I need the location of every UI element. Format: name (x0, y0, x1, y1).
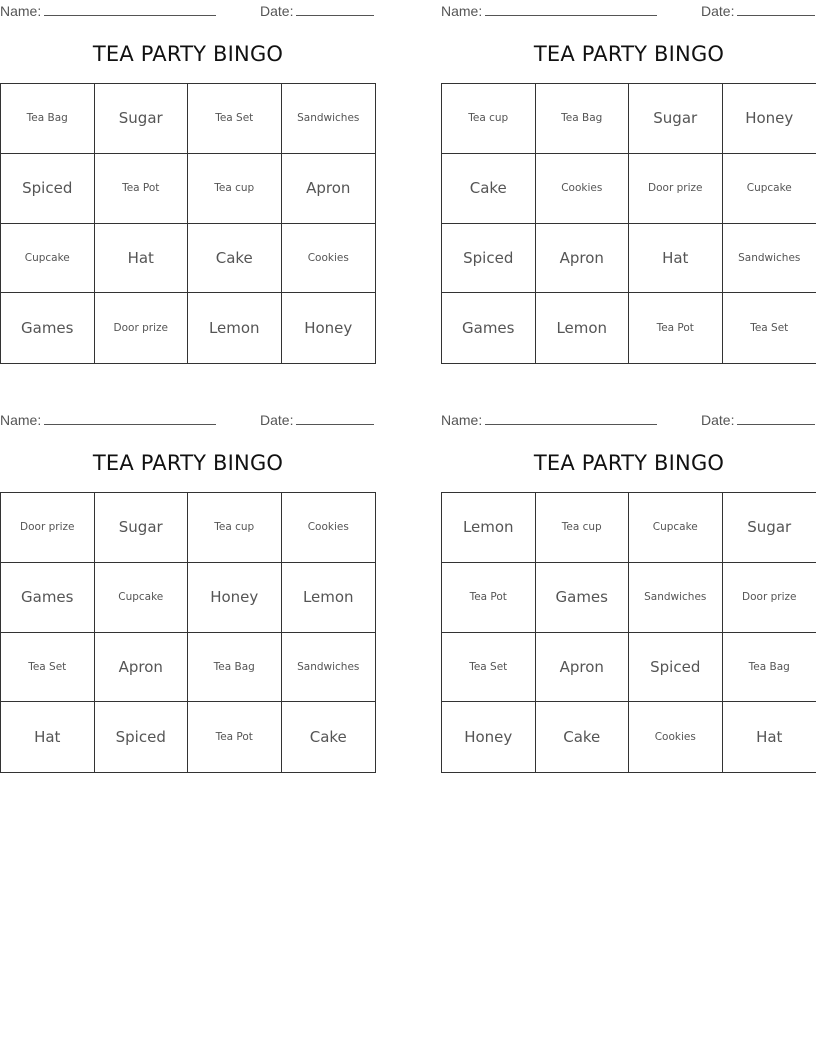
bingo-cell: Door prize (723, 563, 816, 633)
name-field (441, 412, 657, 428)
bingo-cell: Spiced (95, 702, 189, 772)
bingo-cell: Tea Bag (536, 84, 630, 154)
name-label: Name: (0, 3, 42, 19)
name-field (0, 412, 216, 428)
bingo-cell: Cake (536, 702, 630, 772)
name-label: Name: (0, 412, 42, 428)
bingo-cell: Door prize (95, 293, 189, 363)
bingo-cell: Spiced (629, 633, 723, 703)
bingo-cell: Tea Pot (442, 563, 536, 633)
bingo-cell: Sandwiches (629, 563, 723, 633)
name-line (485, 3, 657, 16)
date-line (296, 3, 374, 16)
bingo-grid (441, 83, 816, 364)
bingo-cell: Lemon (442, 493, 536, 563)
date-label: Date: (701, 412, 735, 428)
bingo-cell: Lemon (188, 293, 282, 363)
bingo-cell: Sugar (95, 84, 189, 154)
bingo-cell: Cookies (282, 224, 376, 294)
date-field (260, 3, 374, 19)
bingo-cell: Sandwiches (723, 224, 816, 294)
bingo-cell: Door prize (629, 154, 723, 224)
card-title: TEA PARTY BINGO (533, 451, 725, 475)
bingo-cell: Cupcake (1, 224, 95, 294)
bingo-cell: Tea cup (188, 493, 282, 563)
name-label: Name: (441, 412, 483, 428)
bingo-cell: Hat (95, 224, 189, 294)
bingo-cell: Apron (536, 224, 630, 294)
bingo-cell: Lemon (282, 563, 376, 633)
bingo-cell: Games (442, 293, 536, 363)
bingo-cell: Cake (309, 728, 347, 747)
name-label: Name: (441, 3, 483, 19)
name-line (44, 3, 216, 16)
bingo-cell: Apron (282, 154, 376, 224)
bingo-cell: Apron (95, 633, 189, 703)
bingo-cell: Games (1, 563, 95, 633)
bingo-cell: Tea cup (536, 493, 630, 563)
bingo-cell: Games (536, 563, 630, 633)
bingo-grid (0, 492, 376, 773)
bingo-cell: Tea Set (442, 633, 536, 703)
bingo-cell: Cupcake (629, 493, 723, 563)
bingo-cell: Sugar (723, 493, 816, 563)
bingo-cell: Tea Set (1, 633, 95, 703)
bingo-card (441, 0, 816, 373)
bingo-card (441, 409, 816, 782)
bingo-cell: Honey (723, 84, 816, 154)
bingo-cell: Tea Bag (188, 633, 282, 703)
bingo-cell: Cake (442, 154, 536, 224)
bingo-cell: Cake (188, 224, 282, 294)
bingo-cell: Tea cup (188, 154, 282, 224)
bingo-cell: Hat (756, 728, 783, 747)
name-line (44, 412, 216, 425)
bingo-cell: Door prize (1, 493, 95, 563)
date-line (296, 412, 374, 425)
bingo-cell: Tea Pot (629, 293, 723, 363)
bingo-cell: Honey (442, 702, 536, 772)
bingo-cell: Tea Set (750, 322, 789, 335)
date-field (701, 412, 815, 428)
bingo-cell: Spiced (442, 224, 536, 294)
card-title: TEA PARTY BINGO (92, 42, 284, 66)
name-date-row (441, 412, 816, 428)
bingo-cell: Hat (1, 702, 95, 772)
card-title: TEA PARTY BINGO (533, 42, 725, 66)
bingo-cell: Tea Set (188, 84, 282, 154)
bingo-cell: Cookies (282, 493, 376, 563)
bingo-cell: Tea Pot (188, 702, 282, 772)
bingo-cell: Hat (629, 224, 723, 294)
name-field (441, 3, 657, 19)
card-title: TEA PARTY BINGO (92, 451, 284, 475)
name-date-row (0, 3, 376, 19)
bingo-cell: Cupcake (95, 563, 189, 633)
date-label: Date: (260, 3, 294, 19)
bingo-cell: Apron (536, 633, 630, 703)
date-label: Date: (260, 412, 294, 428)
bingo-cell: Tea Pot (95, 154, 189, 224)
bingo-cell: Honey (188, 563, 282, 633)
name-line (485, 412, 657, 425)
bingo-cell: Sandwiches (282, 633, 376, 703)
bingo-cell: Cookies (629, 702, 723, 772)
bingo-card (0, 409, 376, 782)
bingo-cell: Spiced (1, 154, 95, 224)
date-field (701, 3, 815, 19)
bingo-cell: Cupcake (723, 154, 816, 224)
name-date-row (441, 3, 816, 19)
bingo-cell: Tea Bag (1, 84, 95, 154)
bingo-card (0, 0, 376, 373)
bingo-cell: Honey (304, 319, 353, 338)
bingo-cell: Tea cup (442, 84, 536, 154)
date-line (737, 3, 815, 16)
bingo-cell: Sandwiches (282, 84, 376, 154)
date-field (260, 412, 374, 428)
bingo-grid (441, 492, 816, 773)
name-date-row (0, 412, 376, 428)
date-line (737, 412, 815, 425)
bingo-cell: Sugar (629, 84, 723, 154)
bingo-cell: Sugar (95, 493, 189, 563)
date-label: Date: (701, 3, 735, 19)
bingo-cell: Tea Bag (723, 633, 816, 703)
bingo-cell: Games (1, 293, 95, 363)
bingo-grid (0, 83, 376, 364)
bingo-cell: Cookies (536, 154, 630, 224)
name-field (0, 3, 216, 19)
bingo-cell: Lemon (536, 293, 630, 363)
